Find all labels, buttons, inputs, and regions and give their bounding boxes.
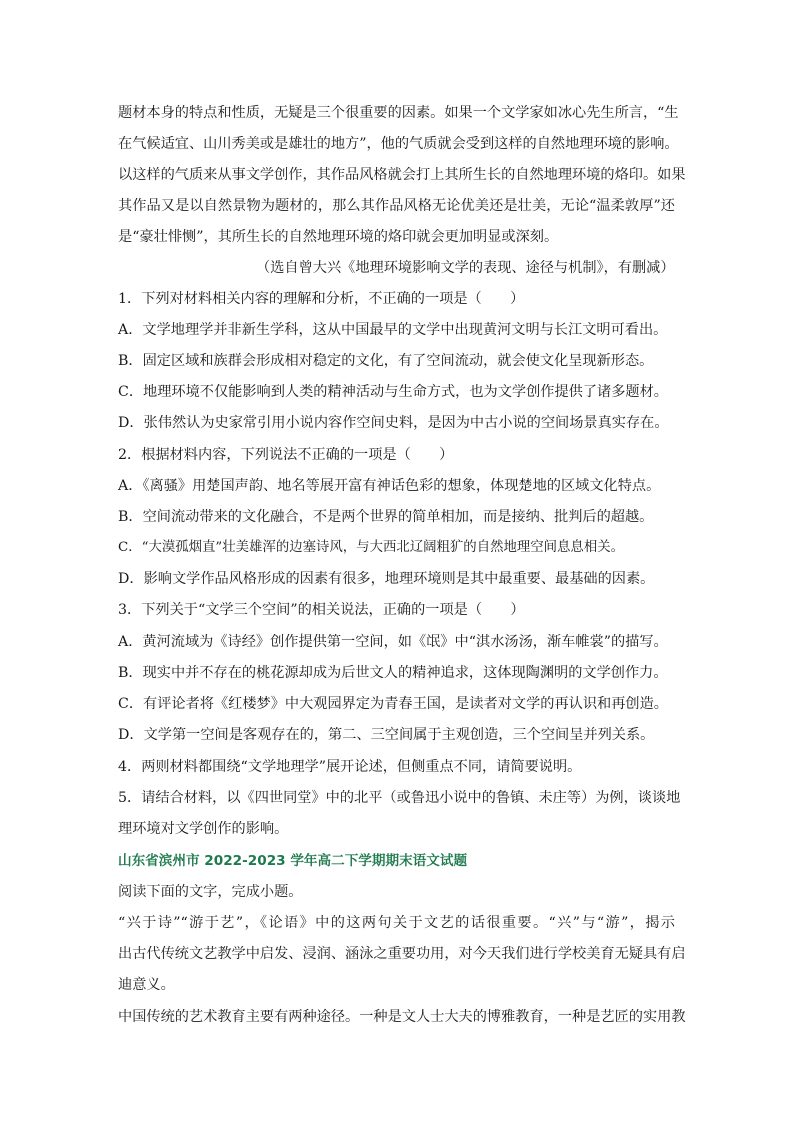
paragraph-line: 中国传统的艺术教育主要有两种途径。一种是文人士大夫的博雅教育，一种是艺匠的实用教	[118, 1009, 686, 1025]
source-note: （选自曾大兴《地理环境影响文学的表现、途径与机制》，有删减）	[256, 260, 675, 276]
section-heading: 山东省滨州市 2022-2023 学年高二下学期期末语文试题	[118, 853, 468, 869]
question-5-line: 理环境对文学创作的影响。	[118, 821, 289, 837]
question-3-stem: 3．下列关于“文学三个空间”的相关说法，正确的一项是（ ）	[118, 602, 525, 618]
question-1-option-d: D．张伟然认为史家常引用小说内容作空间史料，是因为中古小说的空间场景真实存在。	[118, 415, 669, 431]
question-5-line: 5．请结合材料，以《四世同堂》中的北平（或鲁迅小说中的鲁镇、未庄等）为例，谈谈地	[118, 790, 681, 806]
passage-line: 以这样的气质来从事文学创作，其作品风格就会打上其所生长的自然地理环境的烙印。如果	[118, 167, 686, 183]
paragraph-line: “兴于诗”“游于艺”，《论语》中的这两句关于文艺的话很重要。“兴”与“游”，揭示	[118, 915, 675, 931]
paragraph-line: 出古代传统文艺教学中启发、浸润、涵泳之重要功用，对今天我们进行学校美育无疑具有启	[118, 946, 686, 962]
question-4: 4．两则材料都围绕“文学地理学”展开论述，但侧重点不同，请简要说明。	[118, 759, 582, 775]
passage-line: 其作品又是以自然景物为题材的，那么其作品风格无论优美还是壮美，无论“温柔敦厚”还	[118, 198, 675, 214]
question-1-option-a: A．文学地理学并非新生学科，这从中国最早的文学中出现黄河文明与长江文明可看出。	[118, 322, 668, 338]
passage-line: 题材本身的特点和性质，无疑是三个很重要的因素。如果一个文学家如冰心先生所言，“生	[118, 105, 679, 121]
question-1-option-c: C．地理环境不仅能影响到人类的精神活动与生命方式，也为文学创作提供了诸多题材。	[118, 384, 668, 400]
instruction: 阅读下面的文字，完成小题。	[118, 884, 303, 900]
passage-line: 是“豪壮悱恻”，其所生长的自然地理环境的烙印就会更加明显或深刻。	[118, 229, 559, 245]
question-2-option-c: C．“大漠孤烟直”壮美雄浑的边塞诗风，与大西北辽阔粗犷的自然地理空间息息相关。	[118, 540, 624, 555]
paragraph-line: 迪意义。	[118, 977, 175, 993]
question-3-option-d: D．文学第一空间是客观存在的，第二、三空间属于主观创造，三个空间呈并列关系。	[118, 727, 655, 743]
question-3-option-b: B．现实中并不存在的桃花源却成为后世文人的精神追求，这体现陶渊明的文学创作力。	[118, 665, 668, 681]
question-2-option-d: D．影响文学作品风格形成的因素有很多，地理环境则是其中最重要、最基础的因素。	[118, 571, 655, 587]
question-3-option-a: A．黄河流域为《诗经》创作提供第一空间，如《氓》中“淇水汤汤，渐车帷裳”的描写。	[118, 634, 668, 650]
question-3-option-c: C．有评论者将《红楼梦》中大观园界定为青春王国，是读者对文学的再认识和再创造。	[118, 696, 668, 712]
question-2-option-b: B．空间流动带来的文化融合，不是两个世界的简单相加，而是接纳、批判后的超越。	[118, 509, 654, 525]
question-1-stem: 1．下列对材料相关内容的理解和分析，不正确的一项是（ ）	[118, 291, 525, 307]
question-1-option-b: B．固定区域和族群会形成相对稳定的文化，有了空间流动，就会使文化呈现新形态。	[118, 353, 654, 369]
passage-line: 在气候适宜、山川秀美或是雄壮的地方”，他的气质就会受到这样的自然地理环境的影响。	[118, 136, 679, 152]
question-2-stem: 2．根据材料内容，下列说法不正确的一项是（ ）	[118, 447, 454, 463]
question-2-option-a: A．《离骚》用楚国声韵、地名等展开富有神话色彩的想象，体现楚地的区域文化特点。	[118, 478, 661, 494]
